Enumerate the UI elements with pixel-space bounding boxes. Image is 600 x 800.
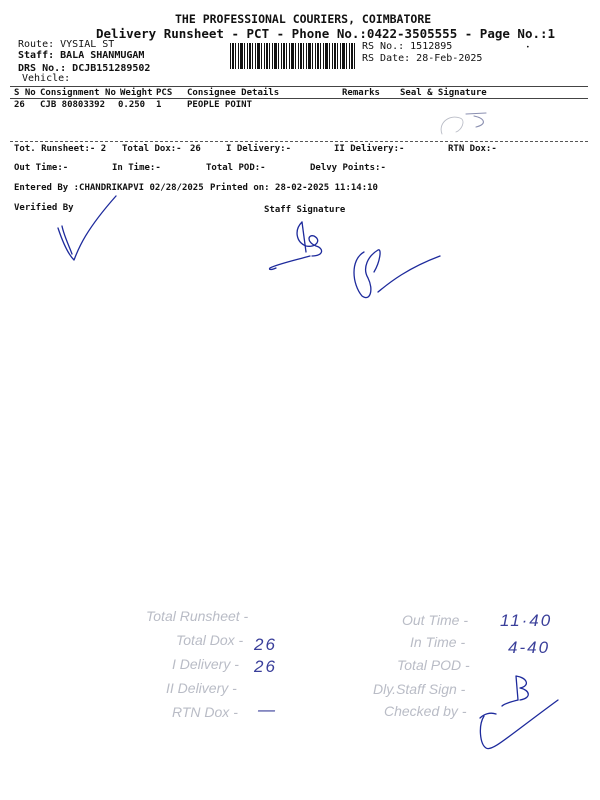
- stamp-total-runsheet: Total Runsheet -: [146, 608, 249, 624]
- runsheet-subtitle: Delivery Runsheet - PCT - Phone No.:0422-3505555 - Page No.:: [96, 26, 548, 41]
- stamp-in-time: In Time -: [410, 634, 466, 650]
- rtn-dox: RTN Dox:-: [448, 144, 497, 154]
- staff-signature: [266, 212, 356, 274]
- table-bottom-rule: [10, 141, 588, 142]
- in-time: In Time:-: [112, 163, 161, 173]
- hand-in-time: 4-40: [508, 638, 551, 657]
- header-rule: [10, 86, 588, 87]
- cell-consignment: CJB 80803392: [40, 100, 106, 110]
- dot-mark: •: [526, 44, 530, 51]
- stamp-ii-delivery: II Delivery -: [166, 680, 237, 696]
- cell-weight: 0.250: [118, 100, 146, 110]
- barcode: [230, 43, 356, 69]
- out-time: Out Time:-: [14, 163, 69, 173]
- printed-on: Printed on: 28-02-2025 11:14:10: [210, 183, 378, 193]
- total-dox-value: 26: [190, 144, 201, 154]
- col-weight: Weight: [120, 88, 153, 98]
- col-remarks: Remarks: [342, 88, 380, 98]
- verified-signature: [54, 192, 124, 267]
- col-consignee: Consignee Details: [187, 88, 280, 98]
- total-dox: Total Dox:-: [122, 144, 182, 154]
- stamp-total-dox: Total Dox -: [176, 632, 244, 648]
- col-pcs: PCS: [156, 88, 173, 98]
- page-number: 1: [547, 26, 556, 41]
- verified-by: Verified By: [14, 203, 74, 213]
- stamp-total-pod: Total POD -: [397, 657, 470, 673]
- col-seal: Seal & Signature: [400, 88, 487, 98]
- col-sno: S No: [14, 88, 36, 98]
- tot-runsheet: Tot. Runsheet:- 2: [14, 144, 107, 154]
- cell-consignee: PEOPLE POINT: [187, 100, 253, 110]
- route: Route: VYSIAL ST: [18, 39, 115, 50]
- seal-signature-faint: [436, 104, 496, 144]
- cell-pcs: 1: [156, 100, 162, 110]
- staff-signature-label: Staff Signature: [264, 205, 346, 215]
- hand-i-delivery: 26: [254, 657, 277, 676]
- stamp-i-delivery: I Delivery -: [172, 656, 239, 672]
- vehicle: Vehicle:: [22, 73, 71, 84]
- stamp-rtn-dox: RTN Dox -: [172, 704, 238, 720]
- hand-rtn-dox: —: [258, 700, 277, 719]
- rs-number: RS No.: 1512895: [362, 41, 453, 52]
- runsheet-title: [96, 26, 555, 41]
- stamp-out-time: Out Time -: [402, 612, 468, 628]
- company-name: THE PROFESSIONAL COURIERS, COIMBATORE: [175, 12, 432, 26]
- table-header-rule: [10, 98, 588, 99]
- col-consignment: Consignment No: [40, 88, 116, 98]
- checked-by-signature: [476, 696, 566, 756]
- large-signature: [344, 242, 444, 306]
- entered-by: Entered By :CHANDRIKAPVI 02/28/2025: [14, 183, 204, 193]
- i-delivery: I Delivery:-: [226, 144, 292, 154]
- ii-delivery: II Delivery:-: [334, 144, 405, 154]
- hand-total-dox: 26: [254, 635, 277, 654]
- stamp-checked-by: Checked by -: [384, 703, 467, 719]
- hand-out-time: 11·40: [500, 611, 553, 630]
- drs-number: DRS No.: DCJB151289502: [18, 63, 151, 74]
- stamp-dly-staff-sign: Dly.Staff Sign -: [373, 681, 466, 697]
- delvy-points: Delvy Points:-: [310, 163, 386, 173]
- cell-sno: 26: [14, 100, 25, 110]
- total-pod: Total POD:-: [206, 163, 266, 173]
- staff: Staff: BALA SHANMUGAM: [18, 50, 145, 61]
- rs-date: RS Date: 28-Feb-2025: [362, 53, 483, 64]
